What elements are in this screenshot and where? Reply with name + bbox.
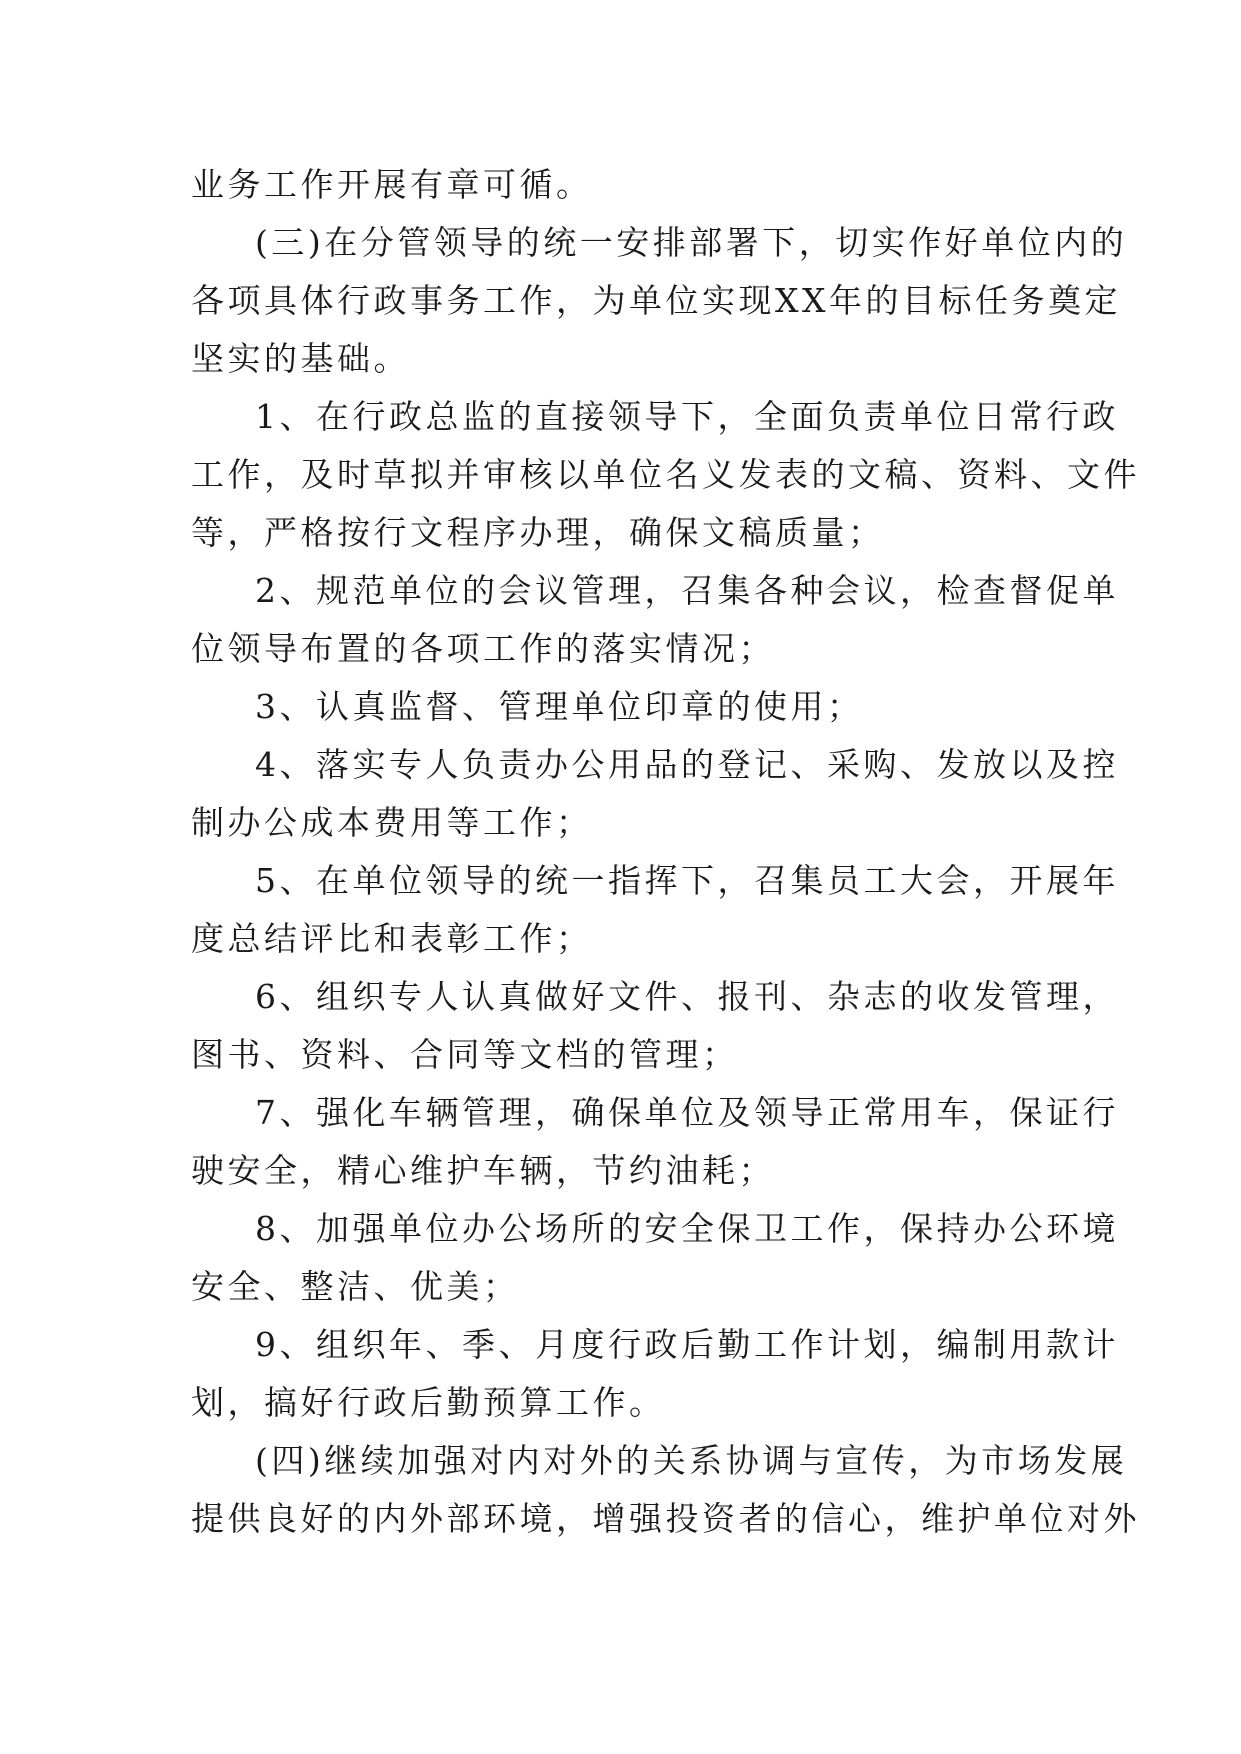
- text-line: 等，严格按行文程序办理，确保文稿质量；: [191, 513, 885, 552]
- document-body: [191, 156, 1140, 1548]
- list-item-3: 3、认真监督、管理单位印章的使用；: [255, 687, 864, 726]
- text-line: 度总结评比和表彰工作；: [191, 919, 593, 958]
- text-line: 驶安全，精心维护车辆，节约油耗；: [191, 1151, 775, 1190]
- list-item-2: 2、规范单位的会议管理，召集各种会议，检查督促单: [255, 571, 1119, 610]
- list-item-6: 6、组织专人认真做好文件、报刊、杂志的收发管理，: [255, 977, 1119, 1016]
- text-line: 划，搞好行政后勤预算工作。: [191, 1383, 666, 1422]
- list-item-8: 8、加强单位办公场所的安全保卫工作，保持办公环境: [255, 1209, 1119, 1248]
- paragraph-4-heading: (四)继续加强对内对外的关系协调与宣传，为市场发展: [255, 1441, 1128, 1480]
- text-line: 业务工作开展有章可循。: [191, 165, 593, 204]
- paragraph-3-heading: (三)在分管领导的统一安排部署下，切实作好单位内的: [255, 223, 1128, 262]
- list-item-9: 9、组织年、季、月度行政后勤工作计划，编制用款计: [255, 1325, 1119, 1364]
- text-line: 坚实的基础。: [191, 339, 410, 378]
- list-item-4: 4、落实专人负责办公用品的登记、采购、发放以及控: [255, 745, 1119, 784]
- text-line: 位领导布置的各项工作的落实情况；: [191, 629, 775, 668]
- text-line: 提供良好的内外部环境，增强投资者的信心，维护单位对外: [191, 1499, 1140, 1538]
- text-line: 制办公成本费用等工作；: [191, 803, 593, 842]
- text-line: 安全、整洁、优美；: [191, 1267, 520, 1306]
- text-line: 图书、资料、合同等文档的管理；: [191, 1035, 739, 1074]
- list-item-5: 5、在单位领导的统一指挥下，召集员工大会，开展年: [255, 861, 1119, 900]
- text-line: 各项具体行政事务工作，为单位实现XX年的目标任务奠定: [191, 281, 1121, 320]
- text-line: 工作，及时草拟并审核以单位名义发表的文稿、资料、文件: [191, 455, 1140, 494]
- list-item-7: 7、强化车辆管理，确保单位及领导正常用车，保证行: [255, 1093, 1119, 1132]
- list-item-1: 1、在行政总监的直接领导下，全面负责单位日常行政: [255, 397, 1119, 436]
